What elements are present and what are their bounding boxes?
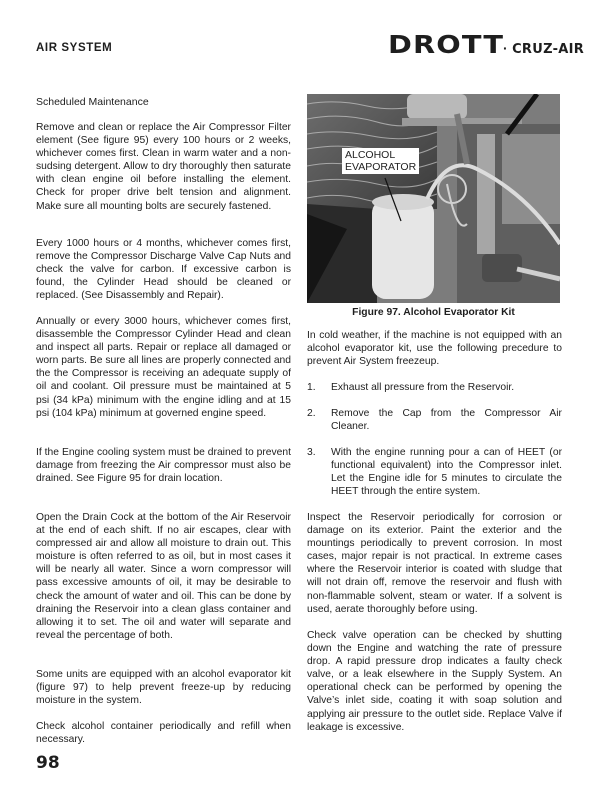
brand-main: DROTT xyxy=(388,30,505,59)
brand-separator: · xyxy=(502,40,508,56)
step-number: 3. xyxy=(307,447,316,458)
step-number: 2. xyxy=(307,408,316,419)
step-text: Remove the Cap from the Compressor Air Cleaner. xyxy=(331,408,562,433)
procedure-list xyxy=(307,381,562,394)
paragraph-drain-cock: Open the Drain Cock at the bottom of the Air Reservoir at the end of each shift. If no air escapes, clear with compressed air and allow all moisture to drain out. This moisture is often referred to as oil, but in most cases it will be nearly all water. Since a worn compressor will pass excessive amounts of oil, it may be desirable to check the amount of water and oil. This can be done by draining the Reservoir into a clean glass container and allowing it to set. The oil and water will separate and reveal the percentage of both. xyxy=(36,512,291,641)
right-column xyxy=(307,329,562,368)
left-column-block xyxy=(36,237,291,302)
right-column-block xyxy=(307,511,562,616)
right-column-block xyxy=(307,629,562,734)
figure-callout-label xyxy=(342,148,419,174)
paragraph-inspect-reservoir: Inspect the Reservoir periodically for corrosion or damage on its exterior. Paint the exterior and the mountings periodically to prevent corrosion. In most cases, major repair is not practical. In extreme cases where the Reservoir interior is coated with sludge that will not drain off, remove the reservoir and flush with non-flammable solvent, steam or water. If a solvent is used, aerate thoroughly before using. xyxy=(307,512,562,615)
figure-caption: Figure 97. Alcohol Evaporator Kit xyxy=(352,307,515,318)
procedure-step xyxy=(307,381,562,394)
section-title: AIR SYSTEM xyxy=(36,42,113,54)
paragraph-cold-weather: In cold weather, if the machine is not equipped with an alcohol evaporator kit, use the following precedure to prevent Air System freezeup. xyxy=(307,330,562,368)
step-number: 1. xyxy=(307,382,316,393)
paragraph-evaporator-kit: Some units are equipped with an alcohol evaporator kit (figure 97) to help prevent freeze-up by reducing moisture in the system. xyxy=(36,669,291,707)
procedure-list xyxy=(307,407,562,433)
procedure-step xyxy=(307,446,562,498)
left-column-block xyxy=(36,511,291,642)
left-column xyxy=(36,121,291,213)
paragraph-check-alcohol: Check alcohol container periodically and refill when necessary. xyxy=(36,721,291,746)
callout-line-2: EVAPORATOR xyxy=(345,161,417,173)
procedure-list xyxy=(307,446,562,498)
paragraph-annual: Annually or every 3000 hours, whichever comes first, disassemble the Compressor Cylinder Head and clean and inspect all parts. Repair or replace all damaged or worn parts. Be sure all lines are properly connected and the the Compressor is receiving an adequate supply of oil and coolant. Oil pressure must be maintained at 5 psi (34 kPa) minimum with the engine idling and at 15 psi (104 kPa) minimum at governed engine speed. xyxy=(36,316,291,419)
left-column-block xyxy=(36,720,291,746)
left-column-block xyxy=(36,446,291,485)
step-text: With the engine running pour a can of HEET (or functional equivalent) into the Compressor inlet. Let the Engine idle for 5 minutes to circulate the HEET through the entire system. xyxy=(331,447,562,498)
procedure-step xyxy=(307,407,562,433)
paragraph-cooling: If the Engine cooling system must be drained to prevent damage from freezing the Air compressor must also be drained. See Figure 95 for drain location. xyxy=(36,447,291,485)
page-number: 98 xyxy=(36,753,60,773)
figure-photo xyxy=(307,94,560,303)
left-column-block xyxy=(36,315,291,420)
brand-sub: CRUZ-AIR xyxy=(512,42,585,57)
evaporator-photo-illustration xyxy=(307,94,560,303)
paragraph-air-filter: Remove and clean or replace the Air Compressor Filter element (See figure 95) every 100 hours or 2 weeks, whichever comes first. Clean in warm water and a non-sudsing detergent. Allow to dry thoroughly then saturate with clean engine oil before installing the element. Check for proper drive belt tension and alignment. Make sure all mounting bolts are securely fastened. xyxy=(36,122,291,212)
left-column-block xyxy=(36,668,291,707)
callout-line-1: ALCOHOL xyxy=(345,149,396,161)
step-text: Exhaust all pressure from the Reservoir. xyxy=(331,382,515,393)
subheading: Scheduled Maintenance xyxy=(36,96,149,108)
paragraph-check-valve: Check valve operation can be checked by shutting down the Engine and watching the rate of pressure drop. A rapid pressure drop indicates a faulty check valve, or a leak elsewhere in the Supply System. An operational check can be performed by opening the Valve’s inlet side, coating it with soap solution and applying air pressure to the outlet side. Replace Valve if leakage is excessive. xyxy=(307,630,562,733)
paragraph-1000-hours: Every 1000 hours or 4 months, whichever comes first, remove the Compressor Discharge Valve Cap Nuts and check the valve for carbon. If excessive carbon is found, the Cylinder Head should be cleaned or replaced. (See Disassembly and Repair). xyxy=(36,238,291,302)
brand-logo xyxy=(388,30,584,59)
